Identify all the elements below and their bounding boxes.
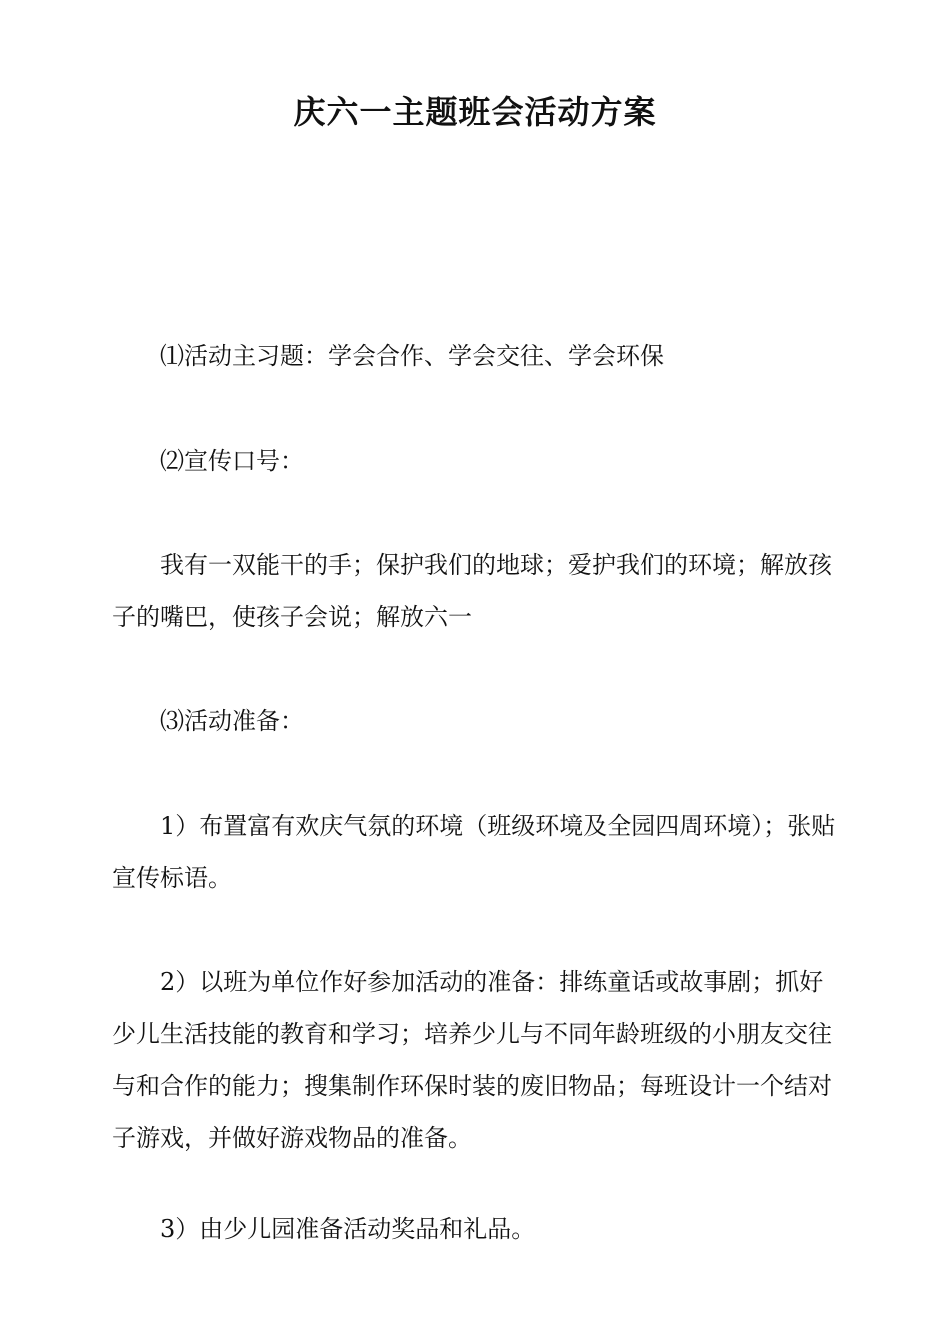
paragraph-preparation-3: 3）由少儿园准备活动奖品和礼品。 [160,1215,536,1243]
paragraph-activity-theme: ⑴活动主习题：学会合作、学会交往、学会环保 [160,342,664,370]
paragraph-preparation-1: 1）布置富有欢庆气氛的环境（班级环境及全园四周环境）；张贴宣传标语。 [112,812,836,892]
paragraph-preparation-2: 2）以班为单位作好参加活动的准备：排练童话或故事剧；抓好少儿生活技能的教育和学习；培养少儿与不同年龄班级的小朋友交往与和合作的能力；搜集制作环保时装的废旧物品；每班设计一个结对子游戏，并做好游戏物品的准备。 [112,968,832,1152]
paragraph-slogans: 我有一双能干的手；保护我们的地球；爱护我们的环境；解放孩子的嘴巴，使孩子会说；解放六一 [112,551,832,631]
paragraph-slogan-heading: ⑵宣传口号： [160,447,304,475]
document-title: 庆六一主题班会活动方案 [293,93,657,131]
paragraph-preparation-heading: ⑶活动准备： [160,707,304,735]
